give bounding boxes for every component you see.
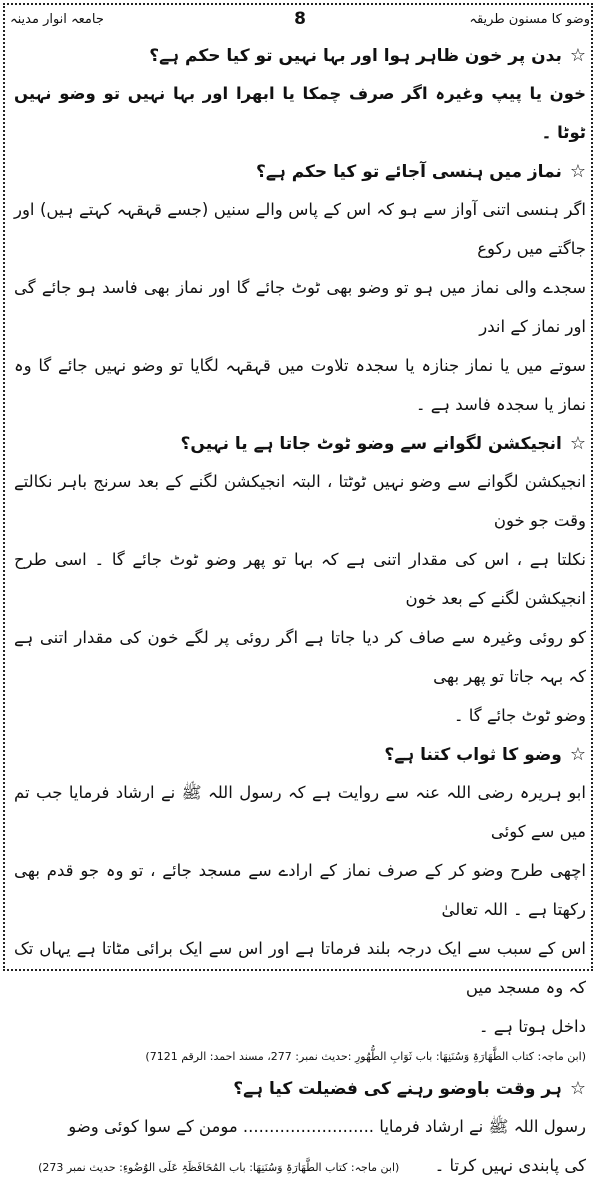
question-heading [14, 1069, 586, 1107]
answer-line [14, 1146, 586, 1187]
answer-line: رسول اللہ ﷺ نے ارشاد فرمایا ......................... مومن کے سوا کوئی وضو [68, 1117, 586, 1136]
question-heading [14, 36, 586, 74]
answer-line: کو روئی وغیرہ سے صاف کر دیا جاتا ہے اگر روئی پر لگے خون کی مقدار اتنی ہے کہ بہہ جاتا تو پھر بھی [14, 628, 586, 686]
page-content [14, 36, 586, 1187]
answer-line: انجیکشن لگوانے سے وضو نہیں ٹوٹتا ، البتہ انجیکشن لگنے کے بعد سرنج باہر نکالتے وقت جو خون [14, 472, 586, 530]
star-icon: ☆ [569, 160, 586, 182]
answer-line: داخل ہوتا ہے ۔ [478, 1017, 586, 1036]
question-heading [14, 424, 586, 462]
answer-line: خون یا پیپ وغیرہ اگر صرف چمکا یا ابھرا اور بہا نہیں تو وضو نہیں ٹوٹا ۔ [14, 84, 586, 142]
question-text: ہر وقت باوضو رہنے کی فضیلت کیا ہے؟ [233, 1078, 562, 1099]
star-icon: ☆ [569, 743, 586, 765]
star-icon: ☆ [569, 1077, 586, 1099]
answer-line: اچھی طرح وضو کر کے صرف نماز کے ارادے سے مسجد جائے ، تو وہ جو قدم بھی رکھتا ہے ۔ اللہ تعالیٰ [14, 861, 586, 919]
question-heading [14, 152, 586, 190]
answer-line: ابو ہریرہ رضی اللہ عنہ سے روایت ہے کہ رسول اللہ ﷺ نے ارشاد فرمایا جب تم میں سے کوئی [14, 783, 586, 841]
answer-text: کی پابندی نہیں کرتا ۔ [434, 1156, 586, 1175]
question-text: بدن پر خون ظاہر ہوا اور بہا نہیں تو کیا حکم ہے؟ [149, 45, 562, 66]
hadith-reference: (ابن ماجہ: کتاب الطَّھَارَۃِ وَسُنَنِھَا: باب المُحَافَظَۃِ عَلَى الوُضُوءِ: حدیث نمبر 273) [38, 1161, 400, 1174]
answer-line: اگر ہنسی اتنی آواز سے ہو کہ اس کے پاس والے سنیں (جسے قہقہہ کہتے ہیں) اور جاگتے میں رکوع [14, 200, 586, 258]
header-right-title: وضو کا مسنون طریقہ [469, 11, 590, 27]
hadith-reference: (ابن ماجہ: کتاب الطَّھَارَۃِ وَسُنَنِھَا: باب ثَوَابِ الطُّھُورِ :حدیث نمبر: 277، مسند احمد: الرقم 7121) [145, 1050, 586, 1063]
question-text: وضو کا ثواب کتنا ہے؟ [384, 744, 562, 765]
page-header [10, 6, 590, 32]
page-number: 8 [294, 9, 306, 29]
answer-line: اس کے سبب سے ایک درجہ بلند فرماتا ہے اور اس سے ایک برائی مٹاتا ہے یہاں تک کہ وہ مسجد میں [14, 939, 586, 997]
answer-line: وضو ٹوٹ جائے گا ۔ [453, 706, 586, 725]
star-icon: ☆ [569, 432, 586, 454]
question-text: نماز میں ہنسی آجائے تو کیا حکم ہے؟ [256, 161, 562, 182]
answer-line: سجدے والی نماز میں ہو تو وضو بھی ٹوٹ جائے گا اور نماز بھی فاسد ہو جائے گی اور نماز کے اندر [14, 278, 586, 336]
answer-line: نکلتا ہے ، اس کی مقدار اتنی ہے کہ بہا تو پھر وضو ٹوٹ جائے گا ۔ اسی طرح انجیکشن لگنے کے بعد خون [14, 550, 586, 608]
question-text: انجیکشن لگوانے سے وضو ٹوٹ جاتا ہے یا نہیں؟ [180, 433, 562, 454]
answer-line: سوتے میں یا نماز جنازہ یا سجدہ تلاوت میں قہقہہ لگایا تو وضو نہیں جائے گا وہ نماز یا سجدہ فاسد ہے ۔ [14, 356, 586, 414]
question-heading [14, 735, 586, 773]
star-icon: ☆ [569, 44, 586, 66]
header-left-title: جامعہ انوار مدینہ [10, 11, 104, 27]
